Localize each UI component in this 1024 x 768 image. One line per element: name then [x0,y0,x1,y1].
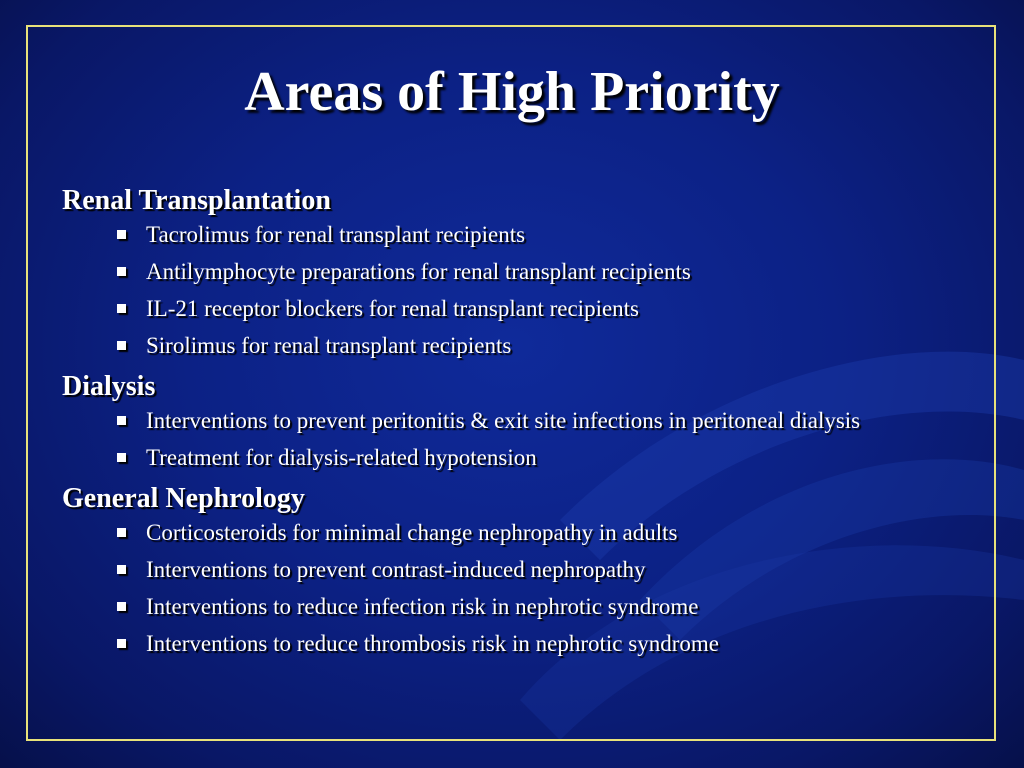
list-item: Tacrolimus for renal transplant recipients [114,221,942,248]
bullet-list [62,519,942,657]
slide-title: Areas of High Priority [244,61,780,123]
square-bullet-icon [117,602,126,611]
section-heading: Dialysis [62,371,156,402]
square-bullet-icon [117,230,126,239]
list-item: Treatment for dialysis-related hypotension [114,444,942,471]
square-bullet-icon [117,304,126,313]
bullet-list [62,407,942,471]
section-heading: General Nephrology [62,483,305,514]
square-bullet-icon [117,267,126,276]
slide-content [62,183,942,667]
section-heading: Renal Transplantation [62,185,331,216]
list-item: Interventions to reduce infection risk in nephrotic syndrome [114,593,942,620]
list-item: Interventions to reduce thrombosis risk in nephrotic syndrome [114,630,942,657]
square-bullet-icon [117,416,126,425]
list-item: Antilymphocyte preparations for renal transplant recipients [114,258,942,285]
square-bullet-icon [117,341,126,350]
square-bullet-icon [117,453,126,462]
list-item: Corticosteroids for minimal change nephropathy in adults [114,519,942,546]
square-bullet-icon [117,639,126,648]
bullet-list [62,221,942,359]
section-dialysis [62,369,942,471]
list-item: Interventions to prevent peritonitis & exit site infections in peritoneal dialysis [114,407,942,434]
square-bullet-icon [117,565,126,574]
list-item: Interventions to prevent contrast-induced nephropathy [114,556,942,583]
section-general-nephrology [62,481,942,657]
section-renal-transplantation [62,183,942,359]
list-item: Sirolimus for renal transplant recipients [114,332,942,359]
square-bullet-icon [117,528,126,537]
list-item: IL-21 receptor blockers for renal transplant recipients [114,295,942,322]
